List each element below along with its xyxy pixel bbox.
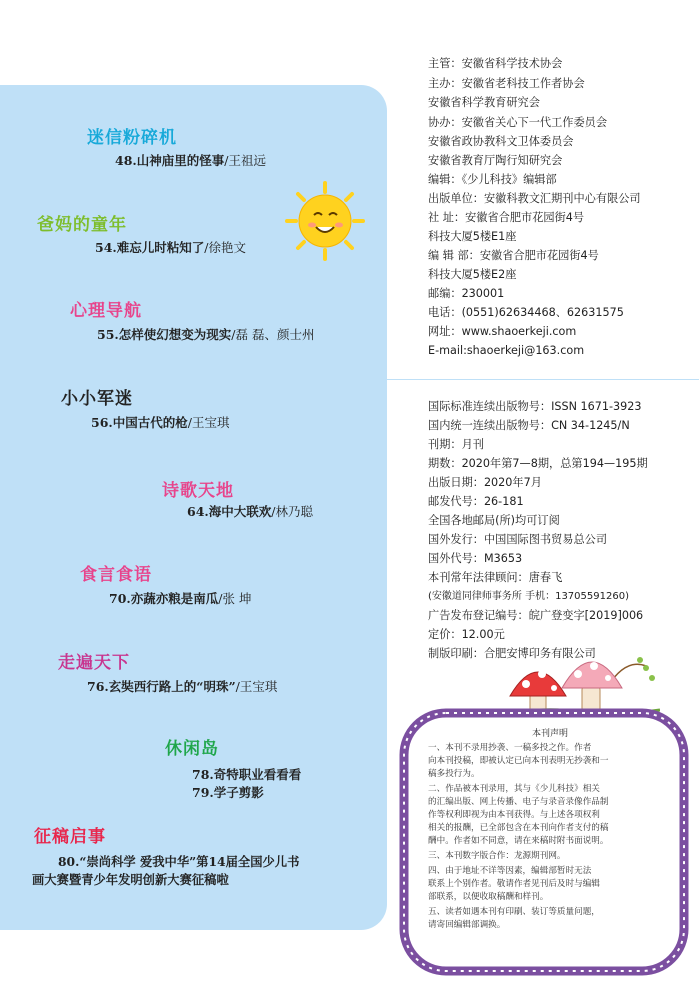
info-line: 出版单位：安徽科教文汇期刊中心有限公司 [428, 192, 641, 205]
toc-item[interactable]: 56.中国古代的枪/王宝琪 [91, 415, 230, 430]
toc-item: 画大赛暨青少年发明创新大赛征稿啦 [32, 872, 229, 887]
info-line: 国外发行：中国国际图书贸易总公司 [428, 533, 608, 546]
info-line: 国际标准连续出版物号：ISSN 1671-3923 [428, 400, 642, 413]
notice-line: 三、本刊数字版合作：龙源期刊网。 [428, 851, 566, 861]
info-line: 定价：12.00元 [428, 628, 505, 641]
notice-line: 酬中。作者如不同意，请在来稿时附书面说明。 [428, 836, 609, 846]
notice-line: 稿多投行为。 [428, 769, 480, 779]
section-title: 征稿启事 [34, 827, 106, 847]
toc-item[interactable]: 80.“崇尚科学 爱我中华”第14届全国少儿书 [58, 854, 300, 869]
info-line: (安徽道同律师事务所 手机：13705591260) [428, 591, 629, 602]
toc-item[interactable]: 78.奇特职业看看看 [192, 767, 302, 782]
notice-title: 本刊声明 [531, 729, 568, 739]
info-line: 安徽省教育厅陶行知研究会 [428, 154, 563, 167]
info-line: 邮发代号：26-181 [428, 495, 524, 508]
info-line: 协办：安徽省关心下一代工作委员会 [428, 116, 608, 129]
section-title: 爸妈的童年 [37, 215, 127, 235]
divider [387, 379, 699, 380]
notice-line: 向本刊投稿，即被认定已向本刊表明无抄袭和一 [428, 756, 609, 766]
toc-item[interactable]: 64.海中大联欢/林乃聪 [187, 504, 313, 519]
notice-line: 五、读者如遇本刊有印刷、装订等质量问题， [428, 907, 600, 917]
notice-line: 四、由于地址不详等因素，编辑部暂时无法 [428, 866, 592, 876]
info-line: 主管：安徽省科学技术协会 [428, 57, 563, 70]
notice-line: 联系上个别作者。敬请作者见刊后及时与编辑 [428, 879, 600, 889]
info-line: 期数：2020年第7—8期，总第194—195期 [428, 457, 648, 470]
info-line: 安徽省政协教科文卫体委员会 [428, 135, 574, 148]
info-line: 制版印刷：合肥安博印务有限公司 [428, 647, 596, 660]
info-line: 广告发布登记编号：皖广登变字[2019]006 [428, 609, 644, 622]
info-line: 本刊常年法律顾问：唐春飞 [428, 571, 563, 584]
section-title: 迷信粉碎机 [87, 128, 177, 148]
notice-line: 部联系，以便收取稿酬和样刊。 [428, 892, 549, 902]
section-title: 食言食语 [80, 565, 152, 585]
info-line: 社 址：安徽省合肥市花园街4号 [428, 211, 585, 224]
section-title: 小小军迷 [61, 389, 133, 409]
info-line: 刊期：月刊 [428, 438, 484, 451]
info-line: 国外代号：M3653 [428, 552, 523, 565]
info-line: 邮编：230001 [428, 287, 505, 300]
info-line: 编辑：《少儿科技》编辑部 [428, 173, 557, 186]
toc-item[interactable]: 79.学子剪影 [192, 785, 264, 800]
sun-illustration [284, 180, 366, 262]
notice-line: 相关的报酬，已全部包含在本刊向作者支付的稿 [428, 823, 609, 833]
info-line: 出版日期：2020年7月 [428, 476, 542, 489]
notice-line: 的汇编出版、网上传播、电子与录音录像作品制 [428, 797, 609, 807]
toc-item[interactable]: 55.怎样使幻想变为现实/磊 磊、颜士州 [97, 327, 315, 342]
info-line: 电话：(0551)62634468、62631575 [428, 306, 624, 319]
toc-item[interactable]: 76.玄奘西行路上的“明珠”/王宝琪 [87, 679, 278, 694]
info-line: 全国各地邮局(所)均可订阅 [428, 514, 560, 527]
info-line: 科技大厦5楼E2座 [428, 268, 517, 281]
section-title: 诗歌天地 [162, 481, 234, 501]
info-line: 国内统一连续出版物号：CN 34-1245/N [428, 419, 630, 432]
notice-line: 请寄回编辑部调换。 [428, 920, 506, 930]
info-line: 安徽省科学教育研究会 [428, 96, 540, 109]
notice-line: 作等权利即视为由本刊获得。与上述各项权利 [428, 810, 600, 820]
toc-item[interactable]: 70.亦蔬亦粮是南瓜/张 坤 [109, 591, 252, 606]
info-line: 主办：安徽省老科技工作者协会 [428, 77, 585, 90]
notice-line: 一、本刊不录用抄袭、一稿多投之作。作者 [428, 743, 592, 753]
toc-item[interactable]: 48.山神庙里的怪事/王祖远 [115, 153, 266, 168]
section-title: 休闲岛 [165, 739, 219, 759]
website-link[interactable]: 网址：www.shaoerkeji.com [428, 325, 577, 338]
section-title: 心理导航 [70, 301, 142, 321]
info-line: 科技大厦5楼E1座 [428, 230, 517, 243]
notice-line: 二、作品被本刊录用，其与《少儿科技》相关 [428, 784, 600, 794]
email-link[interactable]: E-mail:shaoerkeji@163.com [428, 344, 585, 357]
toc-item[interactable]: 54.难忘儿时粘知了/徐艳文 [95, 240, 246, 255]
section-title: 走遍天下 [58, 653, 130, 673]
info-line: 编 辑 部：安徽省合肥市花园街4号 [428, 249, 599, 262]
